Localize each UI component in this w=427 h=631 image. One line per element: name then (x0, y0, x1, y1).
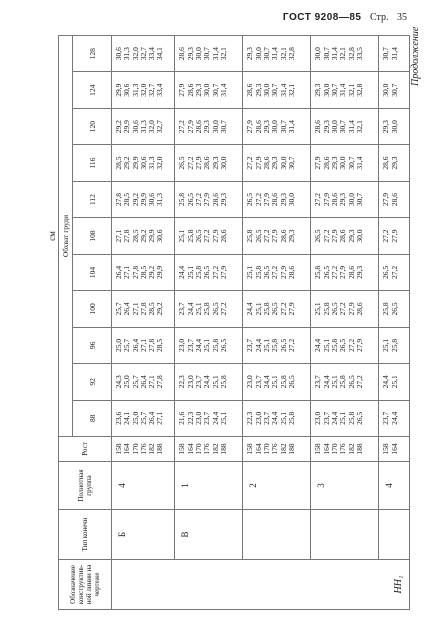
table-row (112, 36, 175, 610)
value-cell: 24,4 25,1 25,8 26,5 27,2 27,9 (243, 291, 311, 327)
girth-col-header: 88 (73, 400, 112, 436)
value-cell: 27,2 27,9 28,6 29,3 30,0 30,7 (175, 108, 243, 144)
value-cell: 27,9 28,6 29,3 30,0 30,7 31,4 (175, 72, 243, 108)
value-cell: 29,9 30,6 31,3 32,0 32,7 33,4 (112, 72, 175, 108)
rotated-table-page (45, 35, 410, 610)
value-cell: 29,3 30,0 30,7 31,4 32,1 32,8 (311, 72, 379, 108)
value-cell: 30,7 31,4 (379, 36, 410, 72)
value-cell: 25,8 26,5 27,2 27,9 28,6 29,3 (175, 181, 243, 217)
value-cell: 25,8 26,5 (379, 291, 410, 327)
table-row (311, 36, 379, 610)
value-cell: 23,6 24,1 25,0 25,7 26,4 27,1 (112, 400, 175, 436)
value-cell: 30,0 30,7 31,4 32,1 32,8 33,5 (311, 36, 379, 72)
value-cell: 30,0 30,7 (379, 72, 410, 108)
value-cell: 26,5 27,2 27,9 28,6 29,3 30,0 (311, 218, 379, 254)
group-header: Полнотная группа (59, 462, 112, 510)
measurements-table (45, 35, 410, 610)
value-cell: 29,2 29,9 30,6 31,3 32,0 32,7 (112, 108, 175, 144)
girth-col-header: 100 (73, 291, 112, 327)
value-cell: 25,0 25,7 26,4 27,1 27,8 28,5 (112, 327, 175, 363)
page-header (283, 12, 407, 23)
table-row (379, 36, 410, 610)
value-cell: 26,5 27,2 27,9 28,6 29,3 30,0 (243, 181, 311, 217)
height-cell: 158 164 170 176 182 188 (311, 437, 379, 462)
table-row (175, 36, 243, 610)
value-cell: 28,6 29,3 30,0 30,7 31,4 32,1 (175, 36, 243, 72)
value-cell: 29,3 30,0 30,7 31,4 32,1 32,8 (243, 36, 311, 72)
girth-col-header: 104 (73, 254, 112, 290)
girth-col-header: 124 (73, 72, 112, 108)
value-cell: 29,3 30,0 (379, 108, 410, 144)
value-cell: 27,9 28,6 29,3 30,0 30,7 31,4 (243, 108, 311, 144)
girth-col-header: 120 (73, 108, 112, 144)
height-cell: 158 164 170 176 182 188 (175, 437, 243, 462)
value-cell: 24,4 25,1 25,8 26,5 27,2 27,9 (311, 327, 379, 363)
value-cell: 28,6 29,3 (379, 145, 410, 181)
value-cell: 24,4 25,1 (379, 364, 410, 400)
value-cell: 25,8 26,5 27,2 27,9 28,6 29,3 (311, 254, 379, 290)
value-cell: 25,1 25,8 26,5 27,2 27,9 28,6 (311, 291, 379, 327)
girth-col-header: 112 (73, 181, 112, 217)
value-cell: 23,0 23,7 24,4 25,1 25,8 26,5 (175, 327, 243, 363)
value-cell: 25,7 26,4 27,1 27,8 28,5 29,2 (112, 291, 175, 327)
value-cell: 23,7 24,4 25,1 25,8 26,5 27,2 (243, 327, 311, 363)
type-cell: В (175, 510, 243, 560)
value-cell: 24,3 25,0 25,7 26,4 27,1 27,8 (112, 364, 175, 400)
value-cell: 27,9 28,6 (379, 181, 410, 217)
height-cell: 158 164 (379, 437, 410, 462)
value-cell: 27,1 27,8 28,5 29,2 29,9 30,6 (112, 218, 175, 254)
group-cell: 4 (379, 462, 410, 510)
girth-col-header: 128 (73, 36, 112, 72)
value-cell: 28,6 29,3 30,0 30,7 31,4 32,1 (311, 108, 379, 144)
value-cell: 24,4 25,1 25,8 26,5 27,2 27,9 (175, 254, 243, 290)
item-code: НН₁ (112, 560, 410, 610)
value-cell: 25,1 25,8 26,5 27,2 27,9 28,6 (175, 218, 243, 254)
value-cell: 26,5 27,2 (379, 254, 410, 290)
value-cell: 30,6 31,3 32,0 32,7 33,4 34,1 (112, 36, 175, 72)
value-cell: 22,3 23,0 23,7 24,4 25,1 25,8 (175, 364, 243, 400)
type-cell (243, 510, 311, 560)
page-label: Стр. (369, 12, 389, 23)
height-header: Рост (59, 437, 112, 462)
group-cell: 4 (112, 462, 175, 510)
value-cell: 23,7 24,4 (379, 400, 410, 436)
table-row (243, 36, 311, 610)
type-cell: Б (112, 510, 175, 560)
value-cell: 26,4 27,1 27,8 28,5 29,2 29,9 (112, 254, 175, 290)
type-cell (311, 510, 379, 560)
value-cell: 21,6 22,3 23,0 23,7 24,4 25,1 (175, 400, 243, 436)
girth-col-header: 116 (73, 145, 112, 181)
type-cell (379, 510, 410, 560)
height-cell: 158 164 170 176 182 188 (112, 437, 175, 462)
group-cell: 2 (243, 462, 311, 510)
item-header: Обозначение конструктив- ной линии на чертеже (59, 560, 112, 610)
girth-col-header: 108 (73, 218, 112, 254)
value-cell: 27,2 27,9 28,6 29,3 30,0 30,7 (311, 181, 379, 217)
value-cell: 23,0 23,7 24,4 25,1 25,8 26,5 (243, 364, 311, 400)
value-cell: 27,9 28,6 29,3 30,0 30,7 31,4 (311, 145, 379, 181)
continuation-label: Продолжение (410, 26, 421, 86)
girth-header: Обхват груди (59, 36, 73, 437)
value-cell: 23,0 23,7 24,4 25,1 25,8 26,5 (311, 400, 379, 436)
value-cell: 27,8 28,5 29,2 29,9 30,6 31,3 (112, 181, 175, 217)
height-cell: 158 164 170 176 182 188 (243, 437, 311, 462)
value-cell: 27,2 27,9 28,6 29,3 30,0 30,7 (243, 145, 311, 181)
units-label: см (45, 36, 59, 437)
value-cell: 28,6 29,3 30,0 30,7 31,4 32,1 (243, 72, 311, 108)
value-cell: 25,1 25,8 (379, 327, 410, 363)
group-cell: 3 (311, 462, 379, 510)
value-cell: 23,7 24,4 25,1 25,8 26,5 27,2 (175, 291, 243, 327)
girth-col-header: 96 (73, 327, 112, 363)
value-cell: 26,5 27,2 27,9 28,6 29,3 30,0 (175, 145, 243, 181)
group-cell: 1 (175, 462, 243, 510)
value-cell: 22,3 23,0 23,7 24,4 25,1 25,8 (243, 400, 311, 436)
girth-col-header: 92 (73, 364, 112, 400)
value-cell: 28,5 29,2 29,9 30,6 31,3 32,0 (112, 145, 175, 181)
type-header: Тип конечн (59, 510, 112, 560)
value-cell: 27,2 27,9 (379, 218, 410, 254)
standard-number: ГОСТ 9208—85 (282, 12, 362, 23)
value-cell: 25,1 25,8 26,5 27,2 27,9 28,6 (243, 254, 311, 290)
value-cell: 23,7 24,4 25,1 25,8 26,5 27,2 (311, 364, 379, 400)
page-number: 35 (397, 12, 407, 23)
value-cell: 25,8 26,5 27,2 27,9 28,6 29,3 (243, 218, 311, 254)
